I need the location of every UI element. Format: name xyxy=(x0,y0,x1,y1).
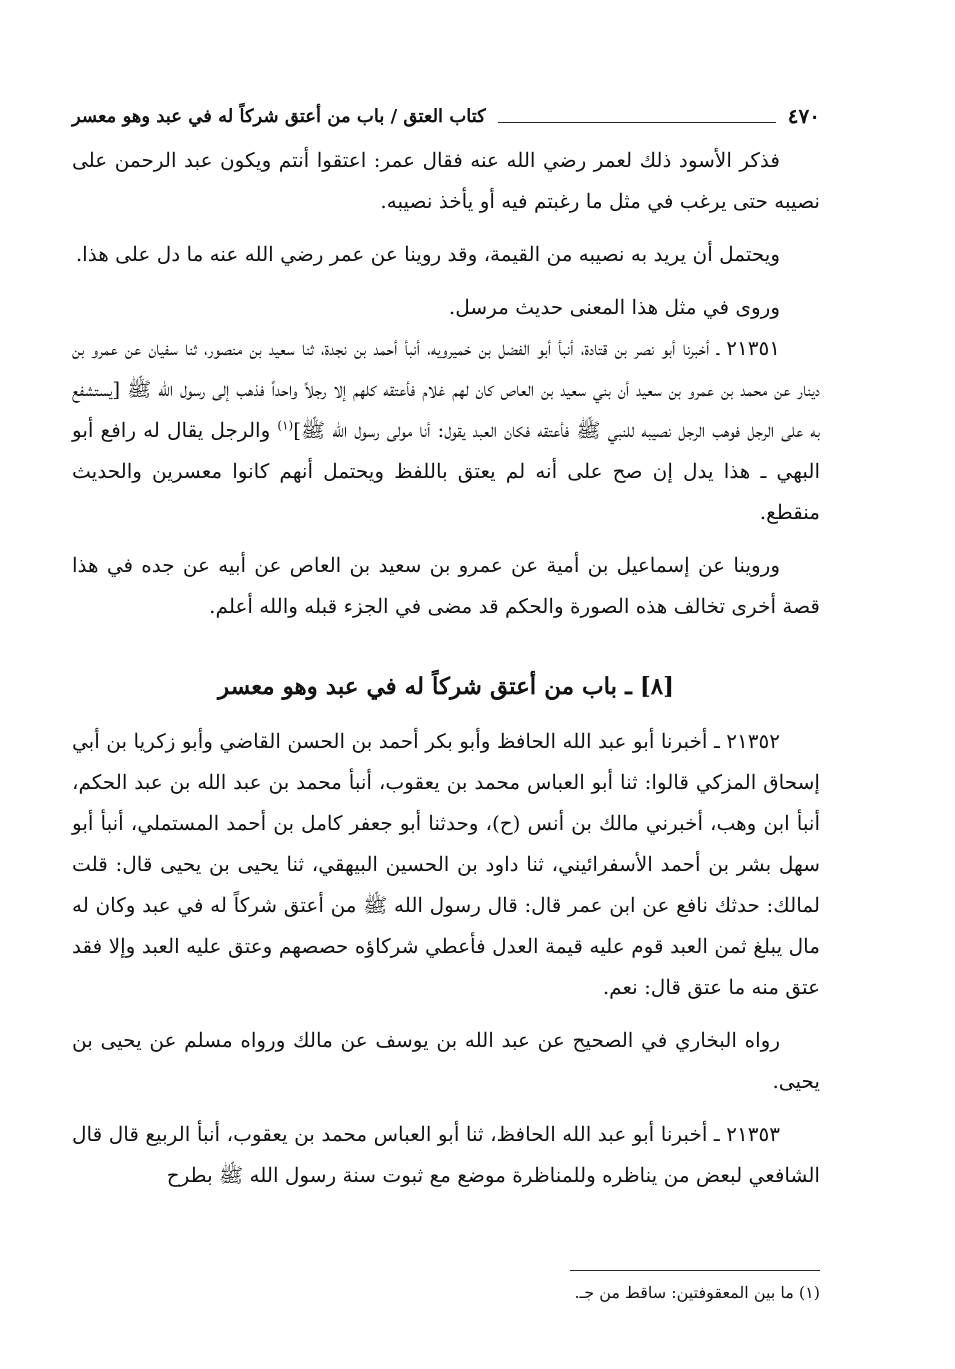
hadith-text-cont: والرجل يقال له رافع أبو البهي ـ هذا يدل إن صح على أنه لم يعتق باللفظ ويحتمل أنهم كانوا معسرين والحديث منقطع. xyxy=(72,418,821,524)
paragraph: رواه البخاري في الصحيح عن عبد الله بن يوسف عن مالك ورواه مسلم عن يحيى بن يحيى. xyxy=(72,1028,820,1093)
header-rule xyxy=(498,122,776,123)
hadith-paragraph: ٢١٣٥٣ ـ أخبرنا أبو عبد الله الحافظ، ثنا أبو العباس محمد بن يعقوب، أنبأ الربيع قال قال الشافعي لبعض من يناظره وللمناظرة موضع مع ثبوت سنة رسول الله ﷺ بطرح xyxy=(72,1122,820,1187)
footnote-marker: (١) xyxy=(277,418,294,433)
paragraph: وروى في مثل هذا المعنى حديث مرسل. xyxy=(448,295,780,319)
main-text xyxy=(72,140,820,1196)
hadith-paragraph: ٢١٣٥٢ ـ أخبرنا أبو عبد الله الحافظ وأبو بكر أحمد بن الحسن القاضي وأبو زكريا بن أبي إسحاق المزكي قالوا: ثنا أبو العباس محمد بن يعقوب، أنبأ محمد بن عبد الله بن عبد الحكم، أنبأ ابن وهب، أخبرني مالك بن أنس (ح)، وحدثنا أبو جعفر كامل بن أحمد المستملي، أنبأ أبو سهل بشر بن أحمد الأسفرائيني، ثنا داود بن الحسين البيهقي، ثنا يحيى بن يحيى قال: قلت لمالك: حدثك نافع عن ابن عمر قال: قال رسول الله ﷺ من أعتق شركاً له في عبد وكان له مال يبلغ ثمن العبد قوم عليه قيمة العدل فأعطي شركاؤه حصصهم وعتق عليه العبد وإلا فقد عتق منه ما عتق قال: نعم. xyxy=(72,729,820,999)
footnote-rule xyxy=(570,1270,820,1271)
footnote: (١) ما بين المعقوفتين: ساقط من جـ. xyxy=(574,1283,820,1302)
hadith-paragraph xyxy=(72,328,820,533)
paragraph: ويحتمل أن يريد به نصيبه من القيمة، وقد روينا عن عمر رضي الله عنه ما دل على هذا. xyxy=(75,242,780,266)
page-number: ٤٧٠ xyxy=(787,104,820,128)
paragraph: وروينا عن إسماعيل بن أمية عن عمرو بن سعيد بن العاص عن أبيه عن جده في هذا قصة أخرى تخالف هذه الصورة والحكم قد مضى في الجزء قبله والله أعلم. xyxy=(72,553,820,618)
section-heading: [٨] ـ باب من أعتق شركاً له في عبد وهو معسر xyxy=(218,673,674,700)
footnotes xyxy=(72,1270,820,1307)
running-title: كتاب العتق / باب من أعتق شركاً له في عبد وهو معسر xyxy=(72,105,486,127)
page-body xyxy=(72,96,820,1196)
running-header xyxy=(72,96,820,136)
paragraph: فذكر الأسود ذلك لعمر رضي الله عنه فقال عمر: اعتقوا أنتم ويكون عبد الرحمن على نصيبه حتى يرغب في مثل ما رغبتم فيه أو يأخذ نصيبه. xyxy=(72,148,820,213)
hadith-text: ٢١٣٥١ ـ أخبرنا أبو نصر بن قتادة، أنبأ أبو الفضل بن خميرويه، أنبأ أحمد بن نجدة، ثنا سعيد بن منصور، ثنا سفيان عن عمرو بن دينار عن محمد بن عمرو بن سعيد أن بني سعيد بن العاص كان لهم غلام فأعتقه كلهم إلا رجلاً واحداً فذهب إلى رسول الله ﷺ [يستشفع به على الرجل فوهب الرجل نصيبه للنبي ﷺ فأعتقه فكان العبد يقول: أنا مولى رسول الله ﷺ] xyxy=(72,336,821,442)
